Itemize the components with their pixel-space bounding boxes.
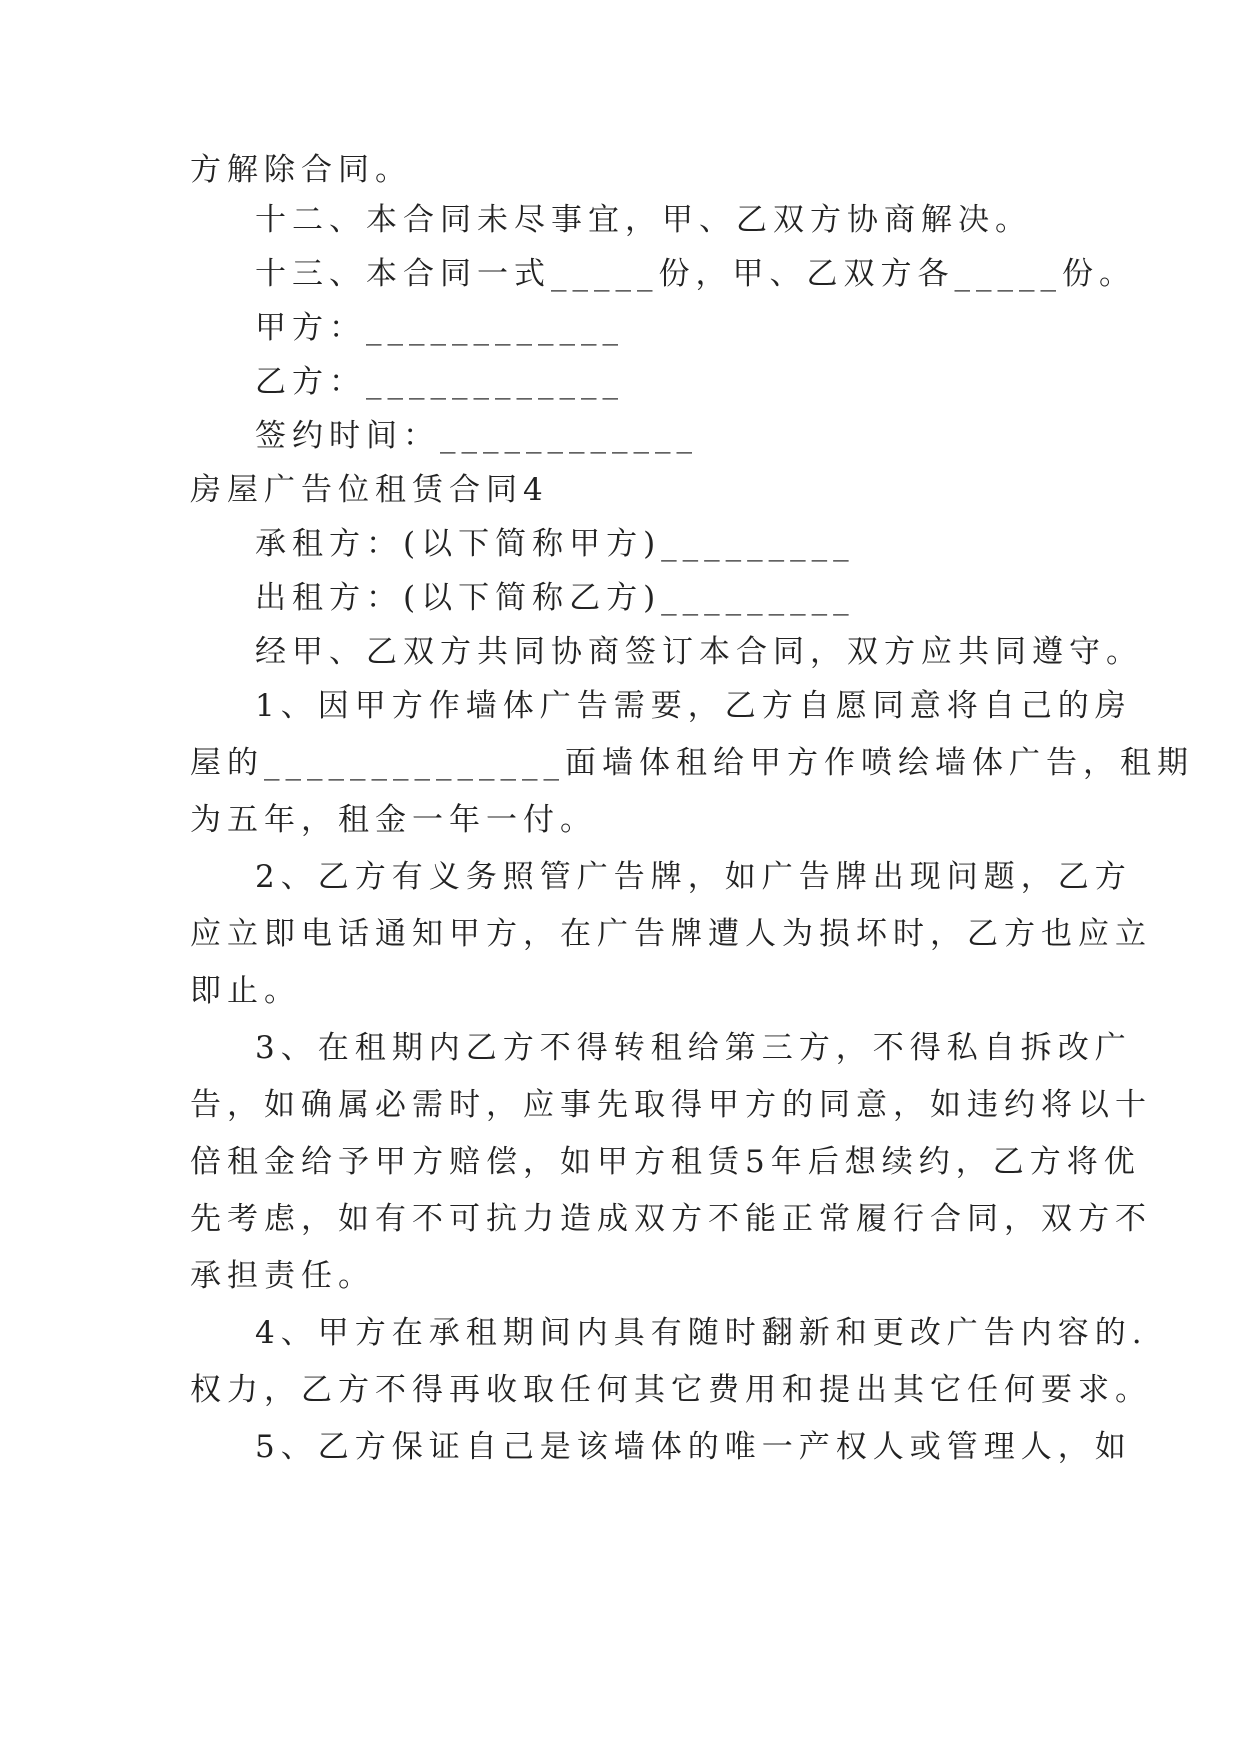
- text-line: 方解除合同。: [190, 152, 412, 188]
- text-line: 1、因甲方作墙体广告需要，乙方自愿同意将自己的房: [255, 688, 1132, 724]
- text-line: 承担责任。: [190, 1258, 375, 1294]
- text-line: 为五年，租金一年一付。: [190, 802, 597, 838]
- text-line: 倍租金给予甲方赔偿，如甲方租赁5年后想续约，乙方将优: [190, 1144, 1141, 1180]
- text-line: 承租方：(以下简称甲方)_________: [255, 526, 855, 562]
- text-line: 经甲、乙双方共同协商签订本合同，双方应共同遵守。: [255, 634, 1143, 670]
- text-line: 签约时间：____________: [255, 418, 698, 454]
- text-line: 5、乙方保证自己是该墙体的唯一产权人或管理人，如: [255, 1429, 1132, 1465]
- text-line: 十二、本合同未尽事宜，甲、乙双方协商解决。: [255, 202, 1032, 238]
- text-line: 先考虑，如有不可抗力造成双方不能正常履行合同，双方不: [190, 1201, 1152, 1237]
- text-line: 应立即电话通知甲方，在广告牌遭人为损坏时，乙方也应立: [190, 916, 1152, 952]
- text-line: 乙方：____________: [255, 364, 624, 400]
- text-line: 屋的______________面墙体租给甲方作喷绘墙体广告，租期: [190, 745, 1194, 781]
- text-line: 2、乙方有义务照管广告牌，如广告牌出现问题，乙方: [255, 859, 1132, 895]
- text-line: 甲方：____________: [255, 310, 624, 346]
- text-line: 即止。: [190, 973, 301, 1009]
- text-line: 权力，乙方不得再收取任何其它费用和提出其它任何要求。: [190, 1372, 1152, 1408]
- section-title: 房屋广告位租赁合同4: [190, 472, 549, 508]
- text-line: 4、甲方在承租期间内具有随时翻新和更改广告内容的.: [255, 1315, 1148, 1351]
- text-line: 十三、本合同一式_____份，甲、乙双方各_____份。: [255, 256, 1136, 292]
- text-line: 出租方：(以下简称乙方)_________: [255, 580, 855, 616]
- text-line: 告，如确属必需时，应事先取得甲方的同意，如违约将以十: [190, 1087, 1152, 1123]
- text-line: 3、在租期内乙方不得转租给第三方，不得私自拆改广: [255, 1030, 1132, 1066]
